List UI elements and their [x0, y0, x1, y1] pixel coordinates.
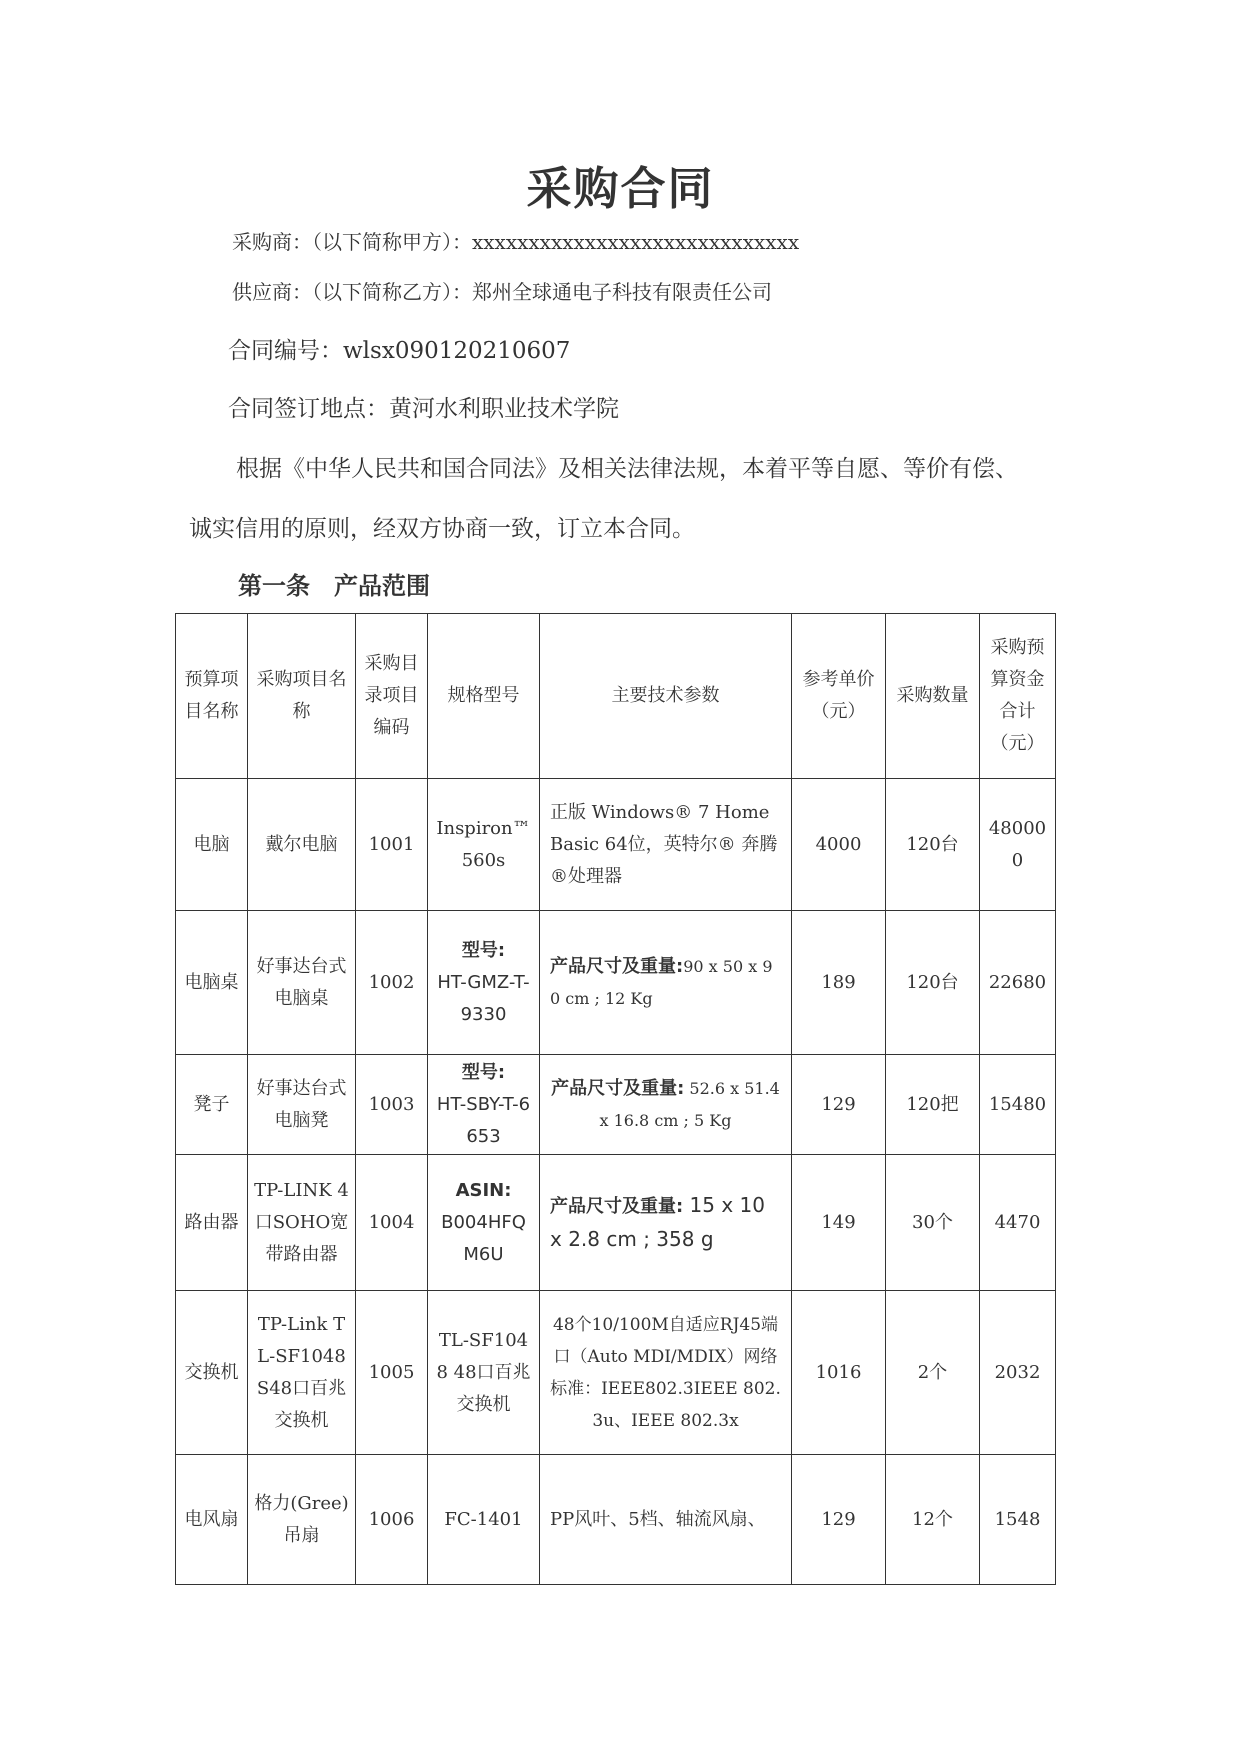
name-cell: 好事达台式电脑桌: [248, 911, 356, 1055]
spec-label: ASIN:: [455, 1179, 512, 1201]
param-cell: [540, 1055, 792, 1155]
qty-cell: 120把: [886, 1055, 980, 1155]
total-cell: 15480: [980, 1055, 1056, 1155]
param-value: 52.6 x 51.4 x 16.8 cm ; 5 Kg: [599, 1078, 780, 1130]
sign-place: 合同签订地点：黄河水利职业技术学院: [228, 396, 619, 422]
code-cell: 1004: [356, 1155, 428, 1291]
spec-cell: Inspiron™ 560s: [428, 779, 540, 911]
supplier-line: 供应商：（以下简称乙方）：郑州全球通电子科技有限责任公司: [232, 280, 772, 304]
qty-cell: 30个: [886, 1155, 980, 1291]
param-label: 产品尺寸及重量:: [550, 1195, 684, 1217]
budget-cell: 交换机: [176, 1291, 248, 1455]
name-cell: TP-LINK 4口SOHO宽带路由器: [248, 1155, 356, 1291]
spec-label: 型号:: [461, 1061, 506, 1083]
price-cell: 1016: [792, 1291, 886, 1455]
param-label: 产品尺寸及重量:: [551, 1077, 685, 1099]
spec-cell: [428, 1055, 540, 1155]
code-cell: 1006: [356, 1455, 428, 1585]
spec-cell: [428, 911, 540, 1055]
budget-cell: 路由器: [176, 1155, 248, 1291]
total-cell: 1548: [980, 1455, 1056, 1585]
price-cell: 4000: [792, 779, 886, 911]
param-cell: 正版 Windows® 7 Home Basic 64位，英特尔® 奔腾®处理器: [540, 779, 792, 911]
spec-cell: TL-SF1048 48口百兆交换机: [428, 1291, 540, 1455]
header-cell: 参考单价（元）: [792, 614, 886, 779]
table-row: [176, 779, 1056, 911]
name-cell: 格力(Gree)吊扇: [248, 1455, 356, 1585]
spec-label: 型号:: [461, 939, 506, 961]
price-cell: 129: [792, 1055, 886, 1155]
param-cell: 48个10/100M自适应RJ45端口（Auto MDI/MDIX）网络标准：IEEE802.3IEEE 802.3u、IEEE 802.3x: [540, 1291, 792, 1455]
header-cell: 采购项目名称: [248, 614, 356, 779]
price-cell: 149: [792, 1155, 886, 1291]
name-cell: 好事达台式电脑凳: [248, 1055, 356, 1155]
name-cell: TP-Link TL-SF1048 S48口百兆交换机: [248, 1291, 356, 1455]
spec-value: HT-GMZ-T-9330: [437, 971, 530, 1025]
budget-cell: 凳子: [176, 1055, 248, 1155]
intro-paragraph-line-2: 诚实信用的原则，经双方协商一致，订立本合同。: [189, 516, 695, 542]
price-cell: 189: [792, 911, 886, 1055]
table-row: [176, 1155, 1056, 1291]
qty-cell: 120台: [886, 779, 980, 911]
budget-cell: 电脑桌: [176, 911, 248, 1055]
header-cell: 预算项目名称: [176, 614, 248, 779]
contract-number: 合同编号：wlsx090120210607: [228, 338, 571, 364]
param-value: 90 x 50 x 90 cm ; 12 Kg: [550, 956, 773, 1008]
code-cell: 1003: [356, 1055, 428, 1155]
name-cell: 戴尔电脑: [248, 779, 356, 911]
document-title: 采购合同: [526, 162, 715, 215]
total-cell: 480000: [980, 779, 1056, 911]
budget-cell: 电脑: [176, 779, 248, 911]
buyer-line: 采购商：（以下简称甲方）：xxxxxxxxxxxxxxxxxxxxxxxxxxxxx: [232, 230, 800, 254]
intro-paragraph-line-1: 根据《中华人民共和国合同法》及相关法律法规，本着平等自愿、等价有偿、: [236, 456, 1018, 482]
header-cell: 采购预算资金合计（元）: [980, 614, 1056, 779]
table-row: [176, 1455, 1056, 1585]
budget-cell: 电风扇: [176, 1455, 248, 1585]
product-table: [175, 613, 1056, 1585]
param-value: 15 x 10 x 2.8 cm ; 358 g: [550, 1192, 766, 1251]
price-cell: 129: [792, 1455, 886, 1585]
header-cell: 采购目录项目编码: [356, 614, 428, 779]
code-cell: 1002: [356, 911, 428, 1055]
param-label: 产品尺寸及重量:: [550, 955, 684, 977]
total-cell: 2032: [980, 1291, 1056, 1455]
qty-cell: 12个: [886, 1455, 980, 1585]
table-row: [176, 1291, 1056, 1455]
param-cell: [540, 911, 792, 1055]
spec-cell: FC-1401: [428, 1455, 540, 1585]
qty-cell: 2个: [886, 1291, 980, 1455]
section-heading: 第一条 产品范围: [238, 571, 430, 600]
code-cell: 1005: [356, 1291, 428, 1455]
spec-value: B004HFQM6U: [441, 1211, 526, 1265]
table-row: [176, 911, 1056, 1055]
param-cell: [540, 1155, 792, 1291]
spec-value: HT-SBY-T-6653: [436, 1093, 531, 1147]
qty-cell: 120台: [886, 911, 980, 1055]
spec-cell: [428, 1155, 540, 1291]
header-cell: 主要技术参数: [540, 614, 792, 779]
total-cell: 22680: [980, 911, 1056, 1055]
header-cell: 规格型号: [428, 614, 540, 779]
header-cell: 采购数量: [886, 614, 980, 779]
total-cell: 4470: [980, 1155, 1056, 1291]
table-header-row: [176, 614, 1056, 779]
param-cell: PP风叶、5档、轴流风扇、: [540, 1455, 792, 1585]
code-cell: 1001: [356, 779, 428, 911]
table-row: [176, 1055, 1056, 1155]
